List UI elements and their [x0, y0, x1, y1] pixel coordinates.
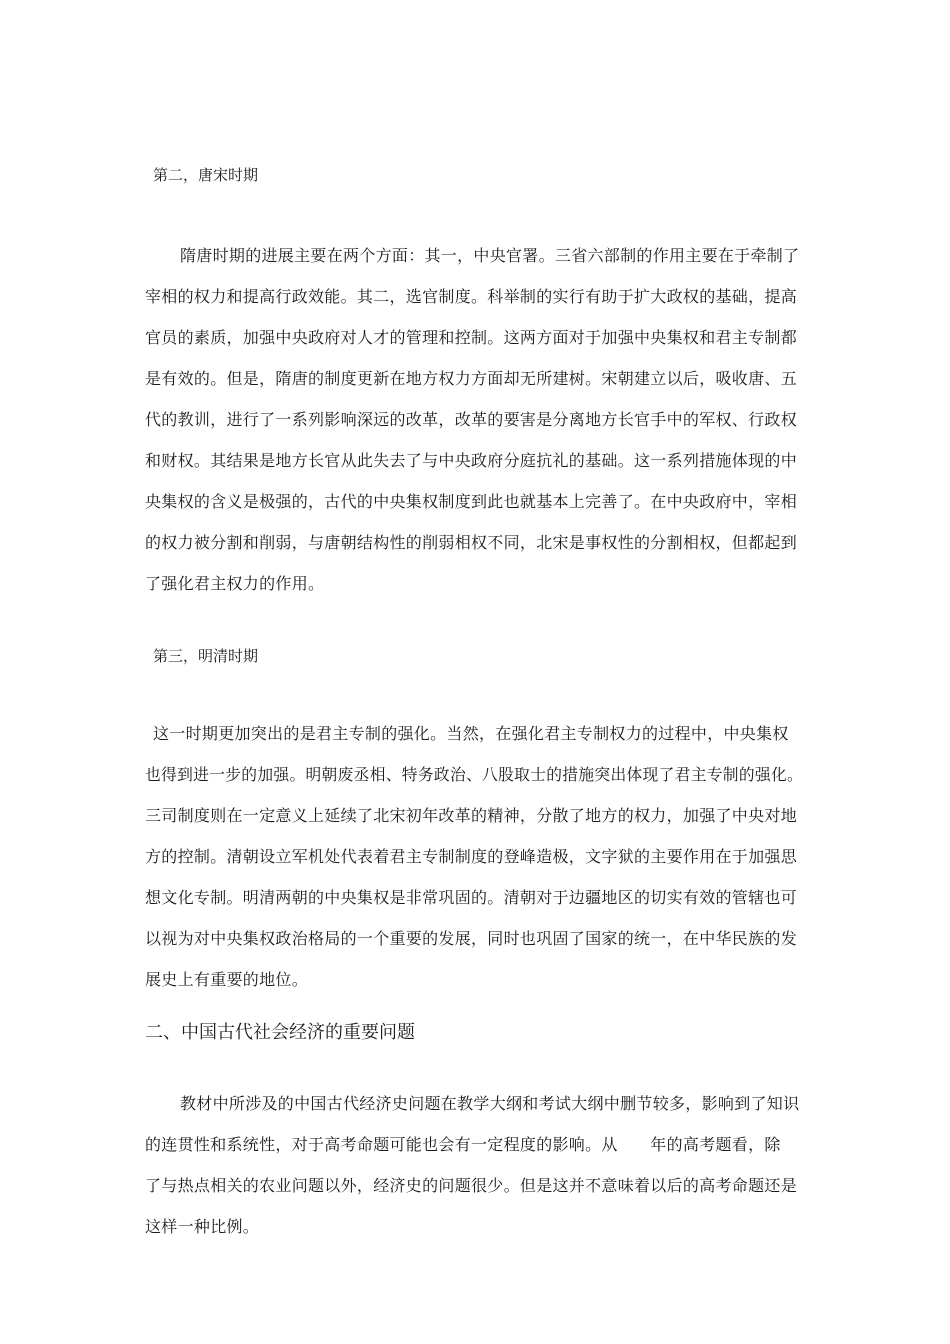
paragraph-line: 以视为对中央集权政治格局的一个重要的发展，同时也巩固了国家的统一，在中华民族的发 — [145, 929, 798, 948]
paragraph-line: 想文化专制。明清两朝的中央集权是非常巩固的。清朝对于边疆地区的切实有效的管辖也可 — [145, 888, 798, 907]
paragraph-line: 的权力被分割和削弱，与唐朝结构性的削弱相权不同，北宋是事权性的分割相权，但都起到 — [145, 533, 798, 552]
paragraph-line: 这一时期更加突出的是君主专制的强化。当然，在强化君主专制权力的过程中，中央集权 — [153, 724, 789, 743]
section-heading-tang-song: 第二，唐宋时期 — [153, 166, 259, 184]
paragraph-line: 官员的素质，加强中央政府对人才的管理和控制。这两方面对于加强中央集权和君主专制都 — [145, 328, 798, 347]
paragraph-line: 展史上有重要的地位。 — [145, 970, 309, 989]
paragraph-line: 隋唐时期的进展主要在两个方面：其一，中央官署。三省六部制的作用主要在于牵制了 — [180, 246, 800, 265]
paragraph-line: 是有效的。但是，隋唐的制度更新在地方权力方面却无所建树。宋朝建立以后，吸收唐、五 — [145, 369, 798, 388]
paragraph-line: 这样一种比例。 — [145, 1217, 260, 1236]
section-heading-ming-qing: 第三，明清时期 — [153, 647, 259, 665]
paragraph-line: 教材中所涉及的中国古代经济史问题在教学大纲和考试大纲中删节较多，影响到了知识 — [180, 1094, 800, 1113]
paragraph-line: 三司制度则在一定意义上延续了北宋初年改革的精神，分散了地方的权力，加强了中央对地 — [145, 806, 798, 825]
paragraph-line: 了强化君主权力的作用。 — [145, 574, 325, 593]
part-two-heading: 二、中国古代社会经济的重要问题 — [145, 1022, 415, 1043]
paragraph-line: 了与热点相关的农业问题以外，经济史的问题很少。但是这并不意味着以后的高考命题还是 — [145, 1176, 798, 1195]
paragraph-line: 和财权。其结果是地方长官从此失去了与中央政府分庭抗礼的基础。这一系列措施体现的中 — [145, 451, 798, 470]
paragraph-line: 宰相的权力和提高行政效能。其二，选官制度。科举制的实行有助于扩大政权的基础，提高 — [145, 287, 798, 306]
paragraph-line: 方的控制。清朝设立军机处代表着君主专制制度的登峰造极，文字狱的主要作用在于加强思 — [145, 847, 798, 866]
paragraph-line: 央集权的含义是极强的，古代的中央集权制度到此也就基本上完善了。在中央政府中，宰相 — [145, 492, 798, 511]
paragraph-line: 也得到进一步的加强。明朝废丞相、特务政治、八股取士的措施突出体现了君主专制的强化。 — [145, 765, 804, 784]
paragraph-line: 代的教训，进行了一系列影响深远的改革，改革的要害是分离地方长官手中的军权、行政权 — [145, 410, 798, 429]
paragraph-line: 的连贯性和系统性，对于高考命题可能也会有一定程度的影响。从 年的高考题看，除 — [145, 1135, 781, 1154]
